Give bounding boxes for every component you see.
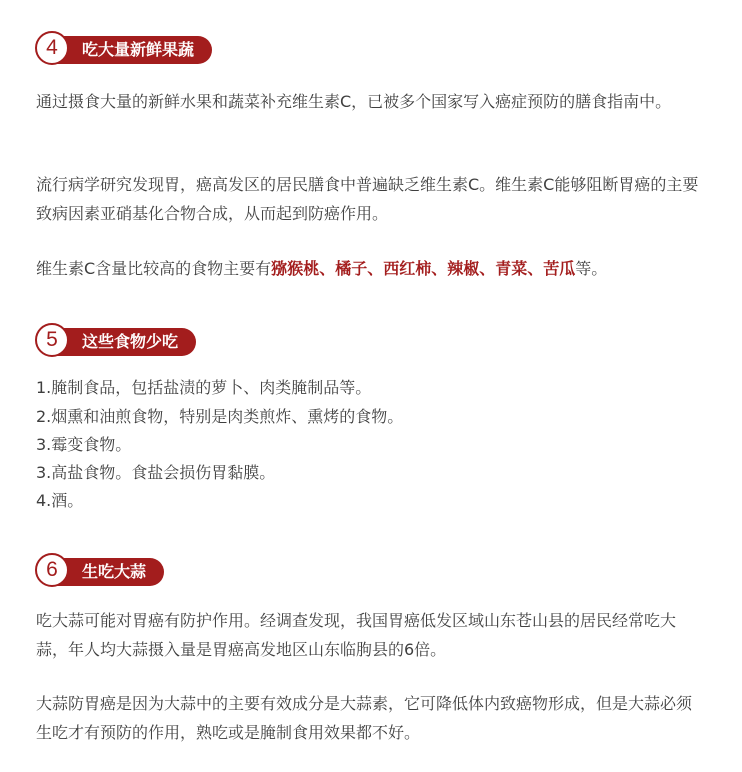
list-item: 3.高盐食物。食盐会损伤胃黏膜。 [36, 463, 276, 482]
section-number-badge: 6 [35, 553, 69, 587]
section-5 [0, 323, 742, 363]
section-6-heading [0, 553, 742, 593]
paragraph: 吃大蒜可能对胃癌有防护作用。经调查发现，我国胃癌低发区域山东苍山县的居民经常吃大蒜，年人均大蒜摄入量是胃癌高发地区山东临朐县的6倍。 [36, 611, 677, 659]
paragraph: 流行病学研究发现胃，癌高发区的居民膳食中普遍缺乏维生素C。维生素C能够阻断胃癌的主要致病因素亚硝基化合物合成，从而起到防癌作用。 [36, 175, 699, 223]
foods-prefix: 维生素C含量比较高的食物主要有 [36, 259, 272, 278]
list-item: 2.烟熏和油煎食物，特别是肉类煎炸、熏烤的食物。 [36, 407, 404, 426]
foods-paragraph [36, 254, 706, 283]
section-title: 吃大量新鲜果蔬 [52, 36, 212, 64]
foods-highlight: 猕猴桃、橘子、西红柿、辣椒、青菜、苦瓜 [271, 259, 576, 278]
paragraph: 大蒜防胃癌是因为大蒜中的主要有效成分是大蒜素，它可降低体内致癌物形成，但是大蒜必须生吃才有预防的作用，熟吃或是腌制食用效果都不好。 [36, 694, 693, 742]
section-4-heading [0, 31, 742, 71]
paragraph: 通过摄食大量的新鲜水果和蔬菜补充维生素C，已被多个国家写入癌症预防的膳食指南中。 [36, 92, 672, 111]
section-number-badge: 5 [35, 323, 69, 357]
list-item: 3.霉变食物。 [36, 435, 132, 454]
section-title: 生吃大蒜 [52, 558, 164, 586]
section-number-badge: 4 [35, 31, 69, 65]
section-4 [0, 31, 742, 71]
list-item: 4.酒。 [36, 491, 84, 510]
section-6 [0, 553, 742, 593]
list-item: 1.腌制食品，包括盐渍的萝卜、肉类腌制品等。 [36, 378, 372, 397]
foods-suffix: 等。 [575, 259, 608, 278]
section-5-heading [0, 323, 742, 363]
section-title: 这些食物少吃 [52, 328, 196, 356]
